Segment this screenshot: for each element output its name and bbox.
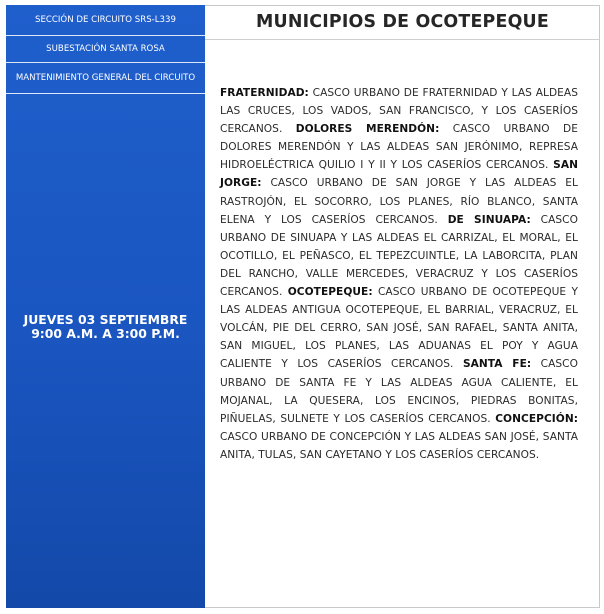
page-title: MUNICIPIOS DE OCOTEPEQUE — [256, 12, 549, 32]
title-divider — [205, 39, 600, 40]
municipio-name: DOLORES MERENDÓN: — [295, 123, 440, 136]
municipio-text: CASCO URBANO DE DOLORES MERENDÓN Y LAS ALDEAS SAN JERÓNIMO, REPRESA HIDROELÉCTRICA QUILIO I Y II Y LOS CASERÍOS CERCANOS. — [220, 123, 578, 172]
municipio-name: DE SINUAPA: — [447, 213, 531, 226]
schedule-datetime — [6, 313, 205, 341]
municipio-name: CONCEPCIÓN: — [495, 412, 579, 425]
circuit-section-label: SECCIÓN DE CIRCUITO SRS-L339 — [6, 5, 205, 36]
municipio-text: CASCO URBANO DE FRATERNIDAD Y LAS ALDEAS LAS CRUCES, LOS VADOS, SAN FRANCISCO, Y LOS CASERÍOS CERCANOS. — [220, 87, 578, 136]
municipio-name: SANTA FE: — [462, 358, 532, 371]
municipio-name: FRATERNIDAD: — [220, 87, 309, 99]
substation-label: SUBESTACIÓN SANTA ROSA — [6, 36, 205, 63]
municipio-text: CASCO URBANO DE OCOTEPEQUE Y LAS ALDEAS ANTIGUA OCOTEPEQUE, EL BARRIAL, VERACRUZ, EL VOLCÁN, PIE DEL CERRO, SAN JOSÉ, SAN RAFAEL, SANTA ANITA, SAN MIGUEL, LOS PLANES, LAS ADUANAS EL POY Y AGUA CALIENTE Y LOS CASERÍOS CERCANOS. — [220, 286, 579, 371]
municipio-name: OCOTEPEQUE: — [287, 286, 373, 299]
municipio-name: SAN JORGE: — [220, 159, 579, 190]
schedule-sidebar — [6, 5, 205, 608]
municipio-text: CASCO URBANO DE CONCEPCIÓN Y LAS ALDEAS SAN JOSÉ, SANTA ANITA, TULAS, SAN CAYETANO Y LOS CASERÍOS CERCANOS. — [220, 430, 578, 461]
schedule-date: JUEVES 03 SEPTIEMBRE — [23, 312, 188, 327]
maintenance-label: MANTENIMIENTO GENERAL DEL CIRCUITO — [6, 63, 205, 94]
municipio-text: CASCO URBANO DE SINUAPA Y LAS ALDEAS EL CARRIZAL, EL MORAL, EL OCOTILLO, EL PEÑASCO, EL TEPEZCUINTLE, LA LABORCITA, PLAN DEL RANCHO, VALLE MERCEDES, VERACRUZ Y LOS CASERÍOS CERCANOS. — [220, 213, 578, 299]
schedule-time: 9:00 A.M. A 3:00 P.M. — [31, 326, 180, 341]
municipios-list — [220, 84, 578, 464]
municipio-text: CASCO URBANO DE SAN JORGE Y LAS ALDEAS EL RASTROJÓN, EL SOCORRO, LOS PLANES, RÍO BLANCO, SANTA ELENA Y LOS CASERÍOS CERCANOS. — [220, 177, 579, 226]
municipio-text: CASCO URBANO DE SANTA FE Y LAS ALDEAS AGUA CALIENTE, EL MOJANAL, LA QUESERA, LOS ENCINOS, PIEDRAS BONITAS, PIÑUELAS, SULNETE Y LOS CASERÍOS CERCANOS. — [220, 358, 579, 425]
